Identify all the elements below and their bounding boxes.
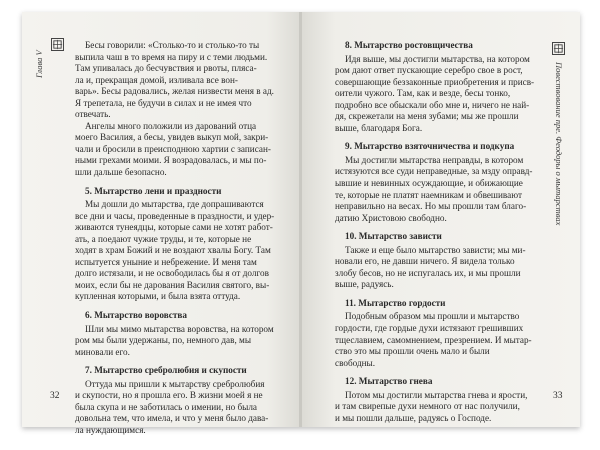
text-line: Также и еще было мытарство зависти; мы ми- bbox=[345, 244, 526, 255]
section-heading: 8. Мытарство ростовщичества bbox=[345, 40, 473, 50]
text-line: ходят в храм Божий и не воздают хвалы Богу. Там bbox=[75, 245, 271, 256]
text-line: довольна тем, что имела, и что у меня было дава- bbox=[75, 413, 269, 424]
right-page bbox=[302, 12, 580, 427]
text-line: ство это мы прошли очень мало и были bbox=[335, 346, 490, 357]
text-line: выпила чаш в то время на пиру и с теми людьми. bbox=[75, 51, 268, 62]
text-line: ными грехами моими. Я возрадовалась, и мы по- bbox=[75, 155, 267, 166]
text-line: Потом мы достигли мытарства гнева и ярости, bbox=[345, 389, 528, 400]
text-line: и скупости, но я прошла его. В жизни моей я не bbox=[75, 390, 263, 401]
page-number-left: 32 bbox=[50, 391, 60, 401]
paragraph bbox=[335, 54, 549, 135]
text-line: Мы достигли мытарства неправды, в котором bbox=[345, 154, 524, 165]
text-line: подробно все обыскали обо мне и, ничего не най- bbox=[335, 99, 530, 110]
paragraph bbox=[335, 390, 549, 425]
text-line: ла и, прекращая домой, изливала все вон- bbox=[75, 74, 238, 85]
left-page bbox=[22, 12, 300, 435]
text-line: новали его, не давши ничего. Я видела только bbox=[335, 256, 515, 267]
text-line: моего Василия, а бесы, увидев выкуп мой, закри- bbox=[75, 132, 269, 143]
running-head-right: Повествование пре. Феодоры о мытарствах bbox=[554, 62, 564, 226]
text-line: Мы дошли до мытарства, где допрашиваются bbox=[85, 199, 264, 210]
text-line: отвечать. bbox=[75, 109, 111, 120]
text-line: ром дают ответ пускающие серебро свое в рост, bbox=[335, 65, 523, 76]
text-line: ром мы были удержаны, по, немного дав, мы bbox=[75, 335, 252, 346]
text-line: Подобным образом мы прошли и мытарство bbox=[345, 311, 520, 322]
open-book bbox=[22, 12, 580, 435]
text-line: Я трепетала, не будучи в силах и не имея что bbox=[75, 97, 252, 108]
text-line: датию Христовою свободно. bbox=[335, 212, 447, 223]
text-line: моих, если бы не дарования Василия святого, вы- bbox=[75, 279, 270, 290]
text-line: гордости, где гордые духи истязают грешивших bbox=[335, 323, 524, 334]
section-heading: 11. Мытарство гордости bbox=[345, 297, 446, 308]
paragraph bbox=[75, 324, 289, 359]
ornament-icon bbox=[552, 42, 565, 55]
text-line: чали и бросили в преисподнюю хартии с записан- bbox=[75, 143, 271, 154]
text-line: и мы пошли дальше, радуясь о Господе. bbox=[335, 412, 492, 423]
paragraph bbox=[335, 155, 549, 224]
section-heading: 10. Мытарство зависти bbox=[345, 231, 442, 242]
running-head-left: Глава V bbox=[34, 50, 44, 78]
text-line: была скупа и не заботилась о имении, но была bbox=[75, 401, 257, 412]
paragraph bbox=[335, 245, 549, 291]
paragraph bbox=[75, 40, 289, 121]
text-line: выше, благодаря Бога. bbox=[335, 122, 423, 133]
paragraph bbox=[335, 311, 549, 369]
paragraph bbox=[75, 121, 289, 179]
section-heading: 5. Мытарство лени и праздности bbox=[85, 185, 222, 196]
right-page-text bbox=[335, 40, 549, 424]
text-line: Ангелы много положили из дарований отца bbox=[85, 120, 257, 131]
text-line: оители чужого. Там, как и везде, бесы тонко, bbox=[335, 88, 511, 99]
text-line: варь». Бесы радовались, желая низвести меня в ад. bbox=[75, 86, 274, 97]
ornament-icon bbox=[51, 38, 64, 51]
left-page-text bbox=[75, 40, 289, 437]
text-line: те, которые не платят наемникам и обвешивают bbox=[335, 189, 522, 200]
section-heading: 12. Мытарство гнева bbox=[345, 376, 433, 387]
page-number-right: 33 bbox=[553, 391, 563, 401]
text-line: Идя выше, мы достигли мытарства, на котором bbox=[345, 53, 530, 64]
section-heading: 7. Мытарство сребролюбия и скупости bbox=[85, 365, 247, 376]
text-line: Оттуда мы пришли к мытарству сребролюбия bbox=[85, 378, 265, 389]
text-line: ывшие и невинных осуждающие, и обижающие bbox=[335, 178, 523, 189]
paragraph bbox=[75, 379, 289, 437]
text-line: свободны. bbox=[335, 357, 376, 368]
text-line: выше, радуясь. bbox=[335, 279, 394, 290]
text-line: совершающие беззаконные приобретения и присв- bbox=[335, 76, 535, 87]
text-line: живаются тунеядцы, которые сами не хотят работ- bbox=[75, 222, 273, 233]
text-line: долго истязали, и не освободилась бы я от долгов bbox=[75, 268, 269, 279]
section-heading: 6. Мытарство воровства bbox=[85, 310, 187, 321]
text-line: тщеславием, самомнением, презрением. И мытар- bbox=[335, 334, 532, 345]
text-line: все дни и часы, проведенные в праздности, и удер- bbox=[75, 210, 275, 221]
text-line: истязуются все суди неправедные, за мзду оправд- bbox=[335, 166, 533, 177]
text-line: Бесы говорили: «Столько-то и столько-то ты bbox=[85, 40, 260, 50]
text-line: и там свирепые духи немного от нас получили, bbox=[335, 401, 520, 412]
text-line: неправильно на весах. Но мы прошли там благо- bbox=[335, 201, 527, 212]
text-line: испытуется уныние и небрежение. И меня там bbox=[75, 256, 257, 267]
text-line: ла нуждающимся. bbox=[75, 424, 146, 435]
text-line: Шли мы мимо мытарства воровства, на котором bbox=[85, 323, 274, 334]
text-line: злобу бесов, но не испугалась их, и мы прошли bbox=[335, 267, 521, 278]
text-line: шли дальше безопасно. bbox=[75, 167, 167, 178]
text-line: купленная которыми, и была взята оттуда. bbox=[75, 291, 241, 302]
text-line: Там упивалась до бесчувствия и рвоты, пляса- bbox=[75, 63, 257, 74]
text-line: ать, а поедают чужие труды, и те, которые не bbox=[75, 233, 252, 244]
text-line: дя, скрежетали на меня зубами; мы же прошли bbox=[335, 111, 519, 122]
text-line: миновали его. bbox=[75, 346, 130, 357]
paragraph bbox=[75, 199, 289, 303]
section-heading: 9. Мытарство взяточничества и подкупа bbox=[345, 141, 515, 152]
